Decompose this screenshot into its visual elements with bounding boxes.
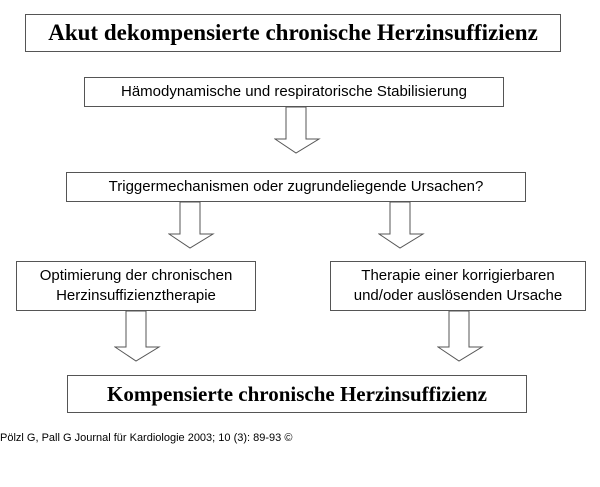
result-box	[67, 375, 527, 413]
trigger-box	[66, 172, 526, 202]
therapy-label: Therapie einer korrigierbaren und/oder auslösenden Ursache	[353, 267, 563, 304]
arrow-down-icon	[437, 310, 485, 362]
optimization-box	[16, 261, 256, 311]
optimization-label: Optimierung der chronischen Herzinsuffizienztherapie	[39, 267, 233, 304]
trigger-label: Triggermechanismen oder zugrundeliegende Ursachen?	[108, 178, 484, 195]
arrow-down-icon	[114, 310, 162, 362]
diagram-title-box	[25, 14, 561, 52]
result-label: Kompensierte chronische Herzinsuffizienz	[107, 381, 487, 406]
arrow-down-icon	[274, 106, 322, 154]
arrow-down-icon	[378, 201, 426, 249]
diagram-title: Akut dekompensierte chronische Herzinsuffizienz	[48, 20, 538, 45]
arrow-down-icon	[168, 201, 216, 249]
stabilization-box	[84, 77, 504, 107]
citation: Pölzl G, Pall G Journal für Kardiologie 2003; 10 (3): 89-93 ©	[0, 432, 293, 444]
stabilization-label: Hämodynamische und respiratorische Stabilisierung	[120, 83, 467, 100]
therapy-box	[330, 261, 586, 311]
